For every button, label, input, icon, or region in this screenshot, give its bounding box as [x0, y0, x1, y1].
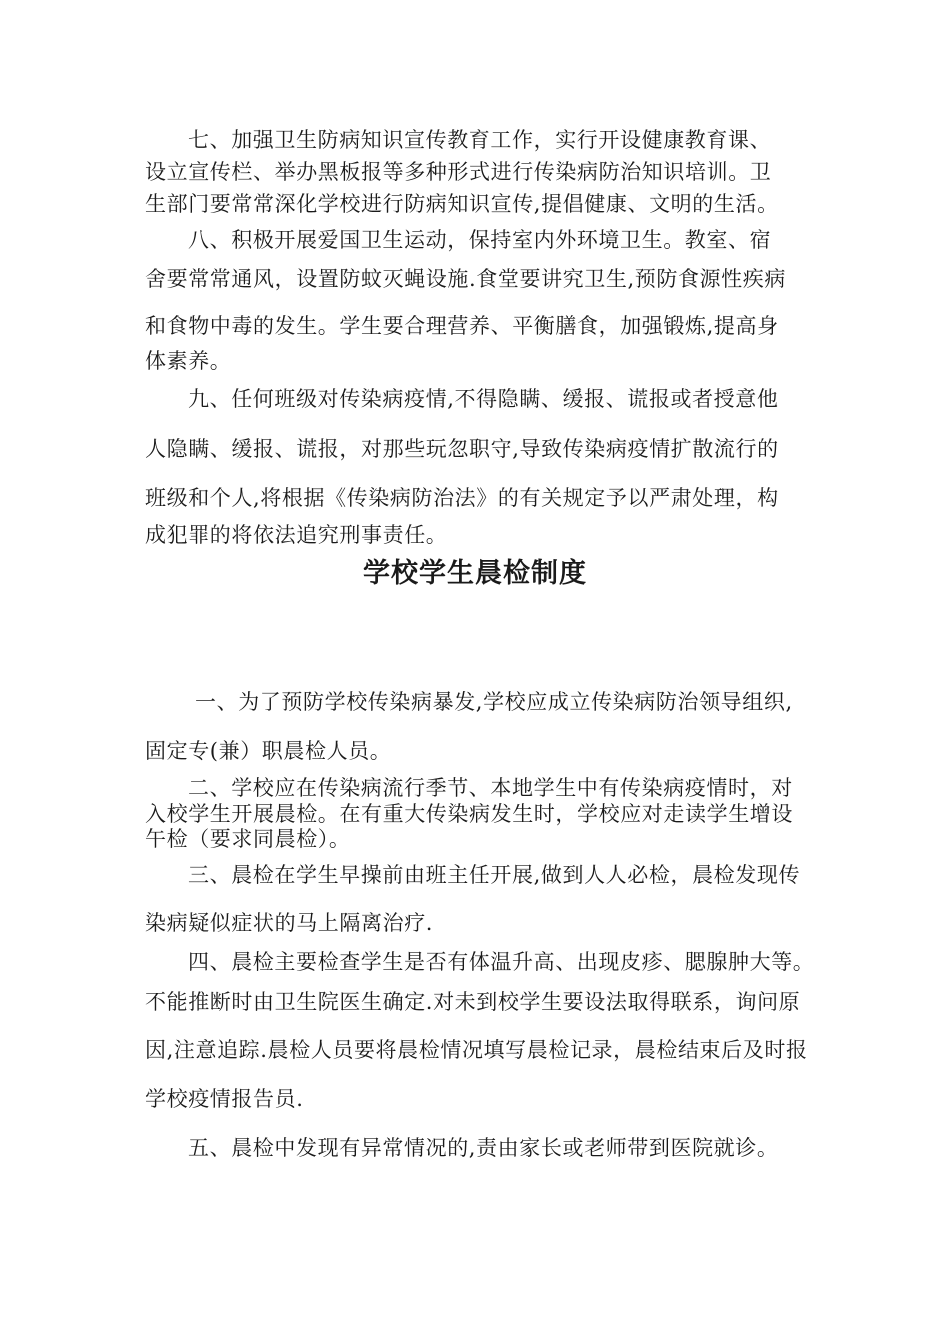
- rule-4-line-1: 四、晨检主要检查学生是否有体温升高、出现皮疹、腮腺肿大等。: [188, 950, 815, 974]
- paragraph-8-line-1: 八、积极开展爱国卫生运动，保持室内外环境卫生。教室、宿: [188, 228, 772, 252]
- paragraph-9-line-1: 九、任何班级对传染病疫情,不得隐瞒、缓报、谎报或者授意他: [188, 387, 779, 411]
- paragraph-8-line-4: 体素养。: [145, 349, 232, 373]
- document-title: 学校学生晨检制度: [363, 558, 587, 589]
- paragraph-9-line-4: 成犯罪的将依法追究刑事责任。: [145, 523, 448, 547]
- rule-1-line-1: 一、为了预防学校传染病暴发,学校应成立传染病防治领导组织,: [195, 690, 793, 714]
- rule-3-line-1: 三、晨检在学生早操前由班主任开展,做到人人必检，晨检发现传: [188, 863, 801, 887]
- rule-3-line-2: 染病疑似症状的马上隔离治疗.: [145, 911, 434, 935]
- paragraph-9-line-3: 班级和个人,将根据《传染病防治法》的有关规定予以严肃处理，构: [145, 486, 779, 510]
- rule-1-line-2: 固定专(兼）职晨检人员。: [145, 739, 392, 763]
- paragraph-8-line-3: 和食物中毒的发生。学生要合理营养、平衡膳食，加强锻炼,提高身: [145, 314, 779, 338]
- paragraph-7-line-1: 七、加强卫生防病知识宣传教育工作，实行开设健康教育课、: [188, 128, 772, 152]
- paragraph-8-line-2: 舍要常常通风，设置防蚊灭蝇设施.食堂要讲究卫生,预防食源性疾病: [145, 267, 786, 291]
- rule-4-line-3: 因,注意追踪.晨检人员要将晨检情况填写晨检记录，晨检结束后及时报: [145, 1038, 808, 1062]
- paragraph-7-line-3: 生部门要常常深化学校进行防病知识宣传,提倡健康、文明的生活。: [145, 192, 779, 216]
- rule-2-line-3: 午检（要求同晨检）。: [145, 827, 351, 851]
- rule-2-line-2: 入校学生开展晨检。在有重大传染病发生时，学校应对走读学生增设: [145, 802, 793, 826]
- rule-4-line-2: 不能推断时由卫生院医生确定.对未到校学生要设法取得联系，询问原: [145, 990, 801, 1014]
- paragraph-9-line-2: 人隐瞒、缓报、谎报，对那些玩忽职守,导致传染病疫情扩散流行的: [145, 437, 779, 461]
- paragraph-7-line-2: 设立宣传栏、举办黑板报等多种形式进行传染病防治知识培训。卫: [145, 160, 772, 184]
- rule-4-line-4: 学校疫情报告员.: [145, 1087, 304, 1111]
- rule-5-line-1: 五、晨检中发现有异常情况的,责由家长或老师带到医院就诊。: [188, 1136, 779, 1160]
- rule-2-line-1: 二、学校应在传染病流行季节、本地学生中有传染病疫情时，对: [188, 776, 793, 800]
